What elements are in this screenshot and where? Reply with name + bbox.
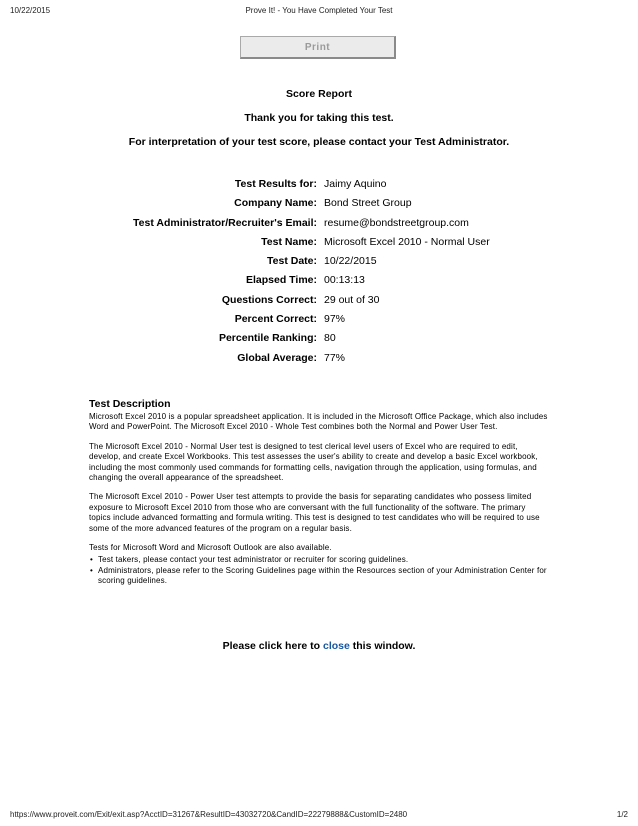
result-label: Test Name:	[261, 235, 317, 248]
close-suffix: this window.	[349, 640, 416, 652]
result-label: Test Results for:	[234, 178, 317, 190]
result-row	[0, 332, 638, 351]
score-report-title: Score Report	[286, 88, 352, 100]
result-row	[0, 197, 638, 216]
list-item: • Test takers, please contact your test administrator or recruiter for scoring guidelines.	[89, 555, 549, 565]
page-number: 1/2	[616, 810, 628, 819]
description-paragraph: The Microsoft Excel 2010 - Normal User test is designed to test clerical level users of Excel who are required to edit, develop, and create Excel Workbooks. This test assesses the user's ability to create and develop a basic Excel workbook, including the most commonly used commands for formatting cells, navigation through the application, using formulas, and changing the overall appearance of the spreadsheet.	[89, 441, 538, 483]
description-paragraph: Microsoft Excel 2010 is a popular spreadsheet application. It is included in the Microsoft Office Package, which also includes Word and PowerPoint. The Microsoft Excel 2010 - Whole Test combines both the Normal and Power User Test.	[89, 412, 548, 432]
result-label: Questions Correct:	[221, 293, 317, 306]
scoring-guidelines-list	[89, 555, 549, 586]
result-value: 77%	[324, 351, 346, 364]
result-value: Jaimy Aquino	[324, 178, 387, 190]
result-label: Test Date:	[267, 255, 317, 268]
print-button[interactable]: Print	[240, 36, 396, 59]
close-window-line	[0, 640, 638, 652]
result-row	[0, 178, 638, 197]
result-row	[0, 294, 638, 313]
header-title: Prove It! - You Have Completed Your Test	[245, 6, 393, 15]
result-label: Percent Correct:	[234, 313, 317, 326]
description-paragraph: The Microsoft Excel 2010 - Power User test attempts to provide the basis for separating candidates who possess limited exposure to Microsoft Excel 2010 from those who are conversant with the full functionality of the software. The primary topics include advanced formatting and formula writing. This test is designed to test candidates who will be required to use some of the more advanced features of the program on a regular basis.	[89, 492, 540, 533]
result-label: Test Administrator/Recruiter's Email:	[133, 216, 317, 229]
result-row	[0, 274, 638, 293]
result-value: 10/22/2015	[324, 255, 377, 268]
result-value: 80	[324, 332, 336, 345]
header-date: 10/22/2015	[10, 6, 51, 15]
result-value: Microsoft Excel 2010 - Normal User	[324, 235, 490, 248]
result-row	[0, 255, 638, 274]
interpretation-text: For interpretation of your test score, please contact your Test Administrator.	[128, 136, 510, 148]
result-row	[0, 236, 638, 255]
footer-url: https://www.proveit.com/Exit/exit.asp?AcctID=31267&ResultID=43032720&CandID=22279888&CustomID=2480	[10, 810, 408, 819]
description-heading: Test Description	[89, 398, 171, 410]
result-row	[0, 313, 638, 332]
results-table	[0, 178, 638, 371]
result-label: Global Average:	[237, 351, 317, 364]
result-label: Percentile Ranking:	[218, 332, 317, 345]
result-value: 29 out of 30	[324, 293, 380, 306]
thank-you-text: Thank you for taking this test.	[244, 112, 394, 124]
result-label: Company Name:	[234, 197, 317, 210]
result-value: 00:13:13	[324, 274, 365, 287]
result-value: 97%	[324, 313, 346, 326]
result-value: resume@bondstreetgroup.com	[324, 216, 469, 229]
result-label: Elapsed Time:	[246, 274, 317, 287]
result-value: Bond Street Group	[324, 197, 412, 210]
close-link[interactable]: close	[323, 640, 350, 652]
result-row	[0, 217, 638, 236]
close-prefix: Please click here to	[222, 640, 323, 652]
tests-available-note: Tests for Microsoft Word and Microsoft Outlook are also available.	[89, 543, 332, 553]
list-item: • Administrators, please refer to the Scoring Guidelines page within the Resources section of your Administration Center for scoring guidelines.	[89, 566, 549, 587]
test-description	[89, 398, 549, 587]
result-row	[0, 352, 638, 371]
